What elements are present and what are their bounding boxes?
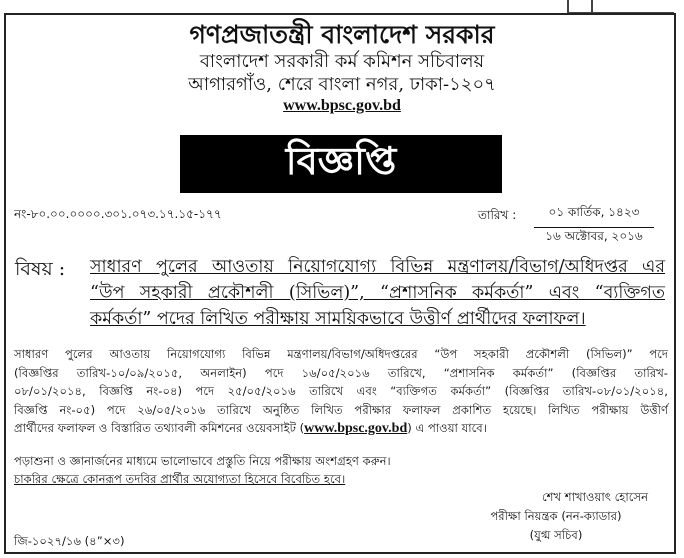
body-line: (বিজ্ঞপ্তির তারিখ-১০/০৯/২০১৫, অনলাইন) পদে ১৬/০৫/২০১৬ তারিখে, “প্রশাসনিক কর্মকর্তা” (বিজ্ঞপ্তির তারিখ- [14,365,668,380]
body-line: ০৮/০১/২০১৪, বিজ্ঞপ্তি নং-০৪) পদে ২৫/০৫/২০১৬ তারিখে এবং “ব্যক্তিগত কর্মকর্তা” (বিজ্ঞপ্তির তারিখ-০৮/০১/২০১৪, [14,384,668,398]
signature-block [456,488,656,545]
body-paragraph [14,345,668,439]
subject-line: কর্মকর্তা” পদের লিখিত পরীক্ষায় সাময়িকভাবে উত্তীর্ণ প্রার্থীদের ফলাফল। [90,309,586,329]
office-name: বাংলাদেশ সরকারী কর্ম কমিশন সচিবালয় [199,51,485,72]
signatory-designation: পরীক্ষা নিয়ন্ত্রক (নন-ক্যাডার) [490,509,622,523]
date-english: ১৬ অক্টোবর, ২০১৬ [545,229,643,243]
body-website-link[interactable]: www.bpsc.gov.bd [304,421,408,436]
body-last-suffix: ) এ পাওয়া যাবে। [407,421,487,435]
reference-code: জি-১০২৭/১৬ (৪”×৩) [14,534,125,548]
date-label: তারিখ : [478,208,517,222]
advice-warning: চাকরির ক্ষেত্রে কোনরূপ তদবির প্রার্থীর অযোগ্যতা হিসেবে বিবেচিত হবে। [14,472,346,486]
advice-preparation: পড়াশুনা ও জ্ঞানার্জনের মাধ্যমে ভালোভাবে প্রস্তুতি নিয়ে পরীক্ষায় অংশগ্রহণ করুন। [14,454,391,468]
banner-text: বিজ্ঞপ্তি [285,138,397,183]
body-line [14,419,668,439]
government-title: গণপ্রজাতন্ত্রী বাংলাদেশ সরকার [189,20,495,49]
subject-line: সাধারণ পুলের আওতায় নিয়োগযোগ্য বিভিন্ন মন্ত্রণালয়/বিভাগ/অধিদপ্তর এর [90,257,665,277]
signatory-name: শেখ শাখাওয়াৎ হোসেন [541,490,648,504]
memo-number: নং-৮০.০০.০০০০.৩০১.০৭৩.১৭.১৫-১৭৭ [14,207,222,221]
subject-label: বিষয় : [15,258,66,280]
top-tab-decoration [567,0,674,14]
body-line: বিজ্ঞপ্তি নং-০৫) পদে ২৬/০৫/২০১৬ তারিখে অনুষ্ঠিত লিখিত পরীক্ষার ফলাফল প্রকাশিত হয়েছে। লিখিত পরীক্ষায় উত্তীর্ণ [14,402,668,417]
subject-line: “উপ সহকারী প্রকৌশলী (সিভিল)”, “প্রশাসনিক কর্মকর্তা” এবং “ব্যক্তিগত [90,283,665,303]
body-last-prefix: প্রার্থীদের ফলাফল ও বিস্তারিত তথ্যাবলী কমিশনের ওয়েবসাইট ( [14,421,305,435]
body-line: সাধারণ পুলের আওতায় নিয়োগযোগ্য বিভিন্ন মন্ত্রণালয়/বিভাগ/অধিদপ্তরের “উপ সহকারী প্রকৌশলী (সিভিল)” পদে [14,347,668,361]
subject-text [90,254,665,332]
date-bangla: ০১ কার্তিক, ১৪২৩ [534,200,654,228]
website-link[interactable]: www.bpsc.gov.bd [283,97,401,114]
office-address: আগারগাঁও, শেরে বাংলা নগর, ঢাকা-১২০৭ [188,74,496,95]
header [0,20,684,116]
notice-banner [180,135,502,193]
signatory-rank: (যুগ্ম সচিব) [529,528,583,542]
